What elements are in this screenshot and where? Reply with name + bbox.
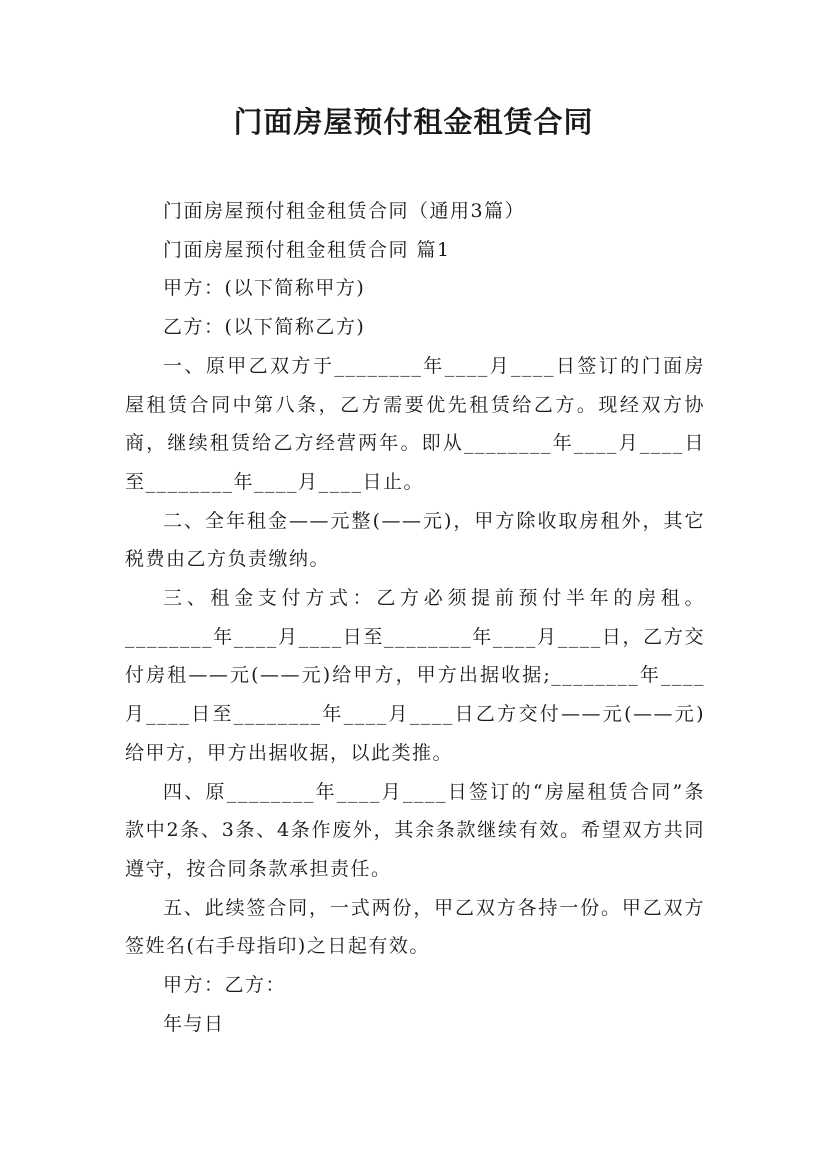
clause-4: 四、原________年____月____日签订的“房屋租赁合同”条款中2条、3条、4条作废外，其余条款继续有效。希望双方共同遵守，按合同条款承担责任。	[125, 780, 705, 880]
date-line: 年与日	[163, 1012, 225, 1035]
clause-1: 一、原甲乙双方于________年____月____日签订的门面房屋租赁合同中第八条，乙方需要优先租赁给乙方。现经双方协商，继续租赁给乙方经营两年。即从________年____月____日至________年____月____日止。	[125, 354, 705, 493]
clause-3: 三、租金支付方式：乙方必须提前预付半年的房租。________年____月____日至________年____月____日，乙方交付房租——元(——元)给甲方，甲方出据收据;________年____月____日至________年____月____日乙方交付——元(——元)给甲方，甲方出据收据，以此类推。	[125, 587, 705, 764]
document-title: 门面房屋预付租金租赁合同	[233, 105, 594, 139]
signature-line: 甲方：乙方：	[163, 974, 287, 997]
clause-5: 五、此续签合同，一式两份，甲乙双方各持一份。甲乙双方签姓名(右手母指印)之日起有效。	[125, 896, 705, 958]
section-heading: 门面房屋预付租金租赁合同 篇1	[163, 238, 451, 261]
party-b-line: 乙方：(以下简称乙方)	[163, 316, 366, 339]
clause-2: 二、全年租金——元整(——元)，甲方除收取房租外，其它税费由乙方负责缴纳。	[125, 509, 705, 571]
document-body	[125, 192, 705, 1043]
party-a-line: 甲方：(以下简称甲方)	[163, 277, 366, 300]
subtitle-line: 门面房屋预付租金租赁合同（通用3篇）	[163, 200, 526, 222]
